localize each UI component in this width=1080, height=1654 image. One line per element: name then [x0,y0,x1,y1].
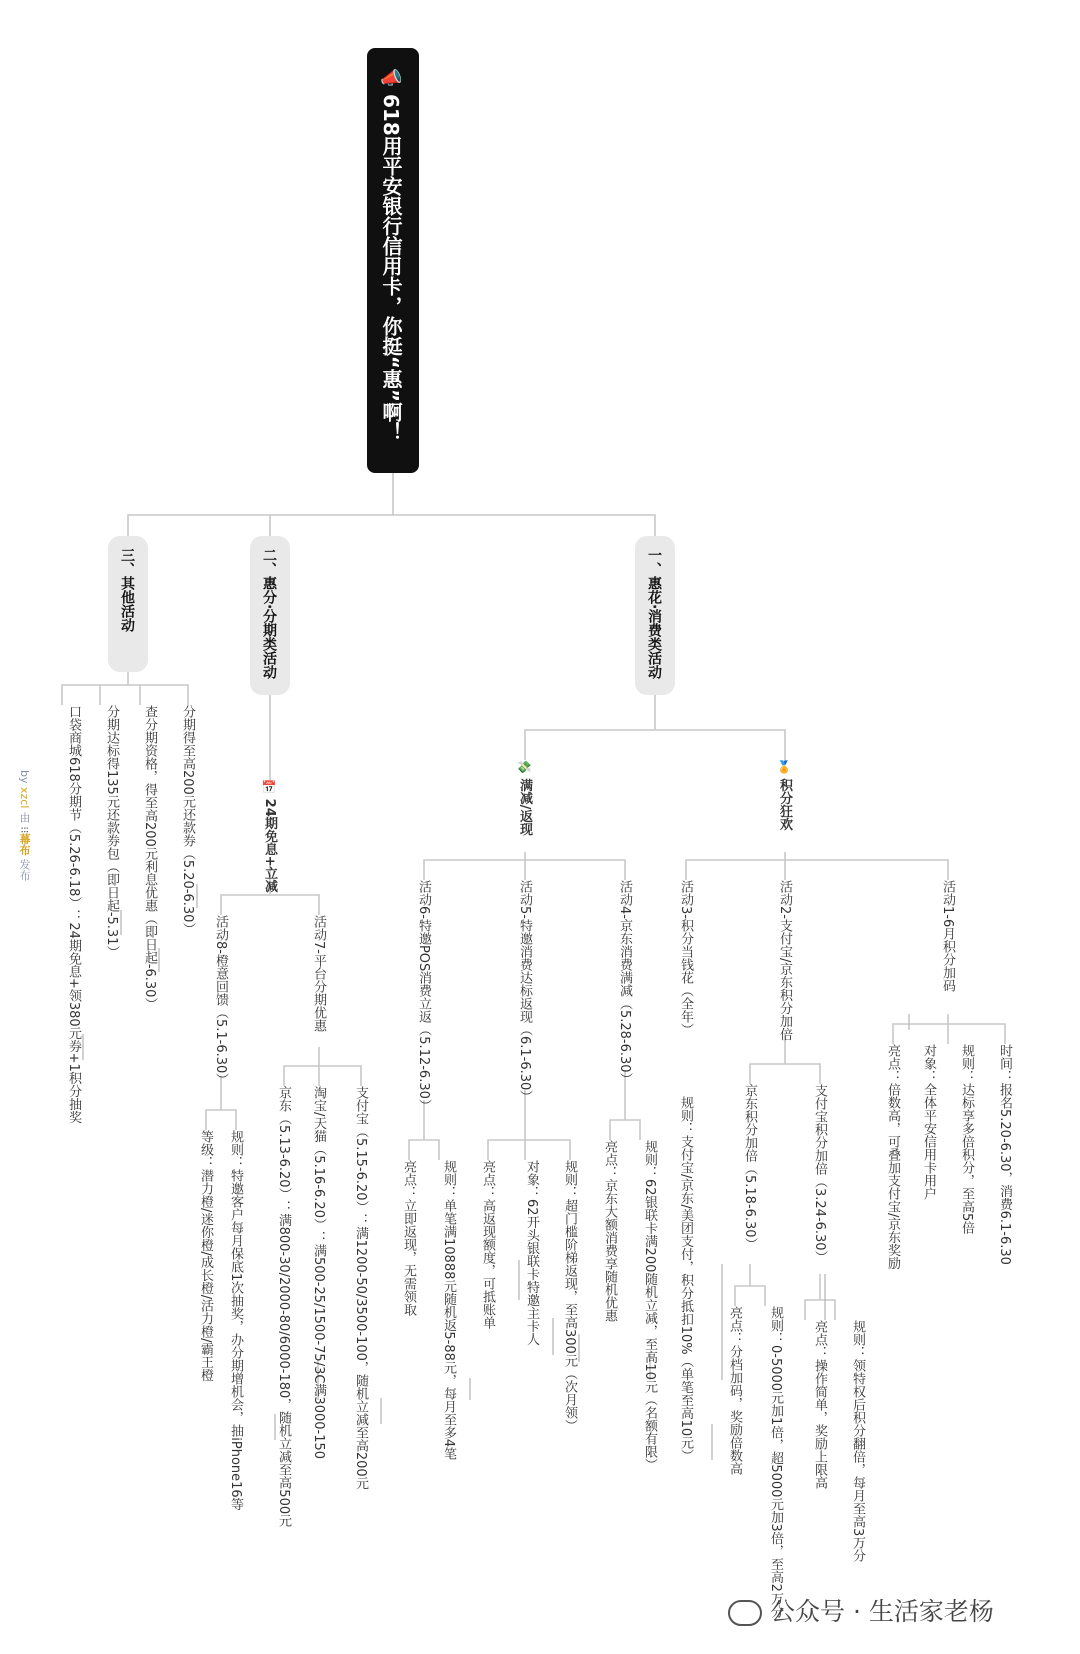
other-item[interactable]: 分期达标得135元还款券包（即日起-5.31） [104,705,119,959]
activity-8-rule: 规则：特邀客户每月保底1次抽奖，办分期增机会，抽iPhone16等 [228,1130,243,1511]
other-item[interactable]: 口袋商城618分期节（5.26-6.18）：24期免息+领380元券+1积分抽奖 [66,705,81,1124]
activity-1-rule: 规则：达标享多倍积分，至高5倍 [959,1044,974,1235]
activity-3-label[interactable]: 活动3-积分当钱花（全年） [678,880,693,1036]
activity-6-rule: 规则：单笔满10888元随机返5-88元，每月至多4笔 [441,1160,456,1461]
activity-7-label[interactable]: 活动7-平台分期优惠 [311,915,326,1032]
medal-icon: 🏅 [777,760,791,775]
activity-7-jd: 京东（5.13-6.20）：满800-30/2000-80/6000-180，随机立减至高500元 [276,1086,291,1528]
section-2-label: 二、惠分·分期类活动 [261,548,277,680]
activity-8-label[interactable]: 活动8-橙意回馈（5.1-6.30） [213,915,228,1087]
section-1-label: 一、惠花·消费类活动 [646,548,662,680]
activity-4-rule: 规则：62银联卡满200随机立减，至高10元（名额有限） [642,1140,657,1471]
activity-3-rule: 规则：支付宝/京东/美团支付，积分抵扣10%（单笔至高10元） [678,1096,693,1463]
root-node[interactable] [367,48,419,473]
calendar-icon: 📅 [262,780,276,795]
alipay-points-label[interactable]: 支付宝积分加倍（3.24-6.30） [812,1084,827,1264]
jd-points-label[interactable]: 京东积分加倍（5.18-6.30） [742,1084,757,1251]
activity-2-label[interactable]: 活动2-支付宝/京东积分加倍 [777,880,792,1041]
section-3-node[interactable] [108,536,148,672]
activity-4-label[interactable]: 活动4-京东消费满减（5.28-6.30） [617,880,632,1086]
activity-5-highlight: 亮点：高返现额度，可抵账单 [480,1160,495,1329]
activity-6-label[interactable]: 活动6-特邀POS消费立返（5.12-6.30） [416,880,431,1112]
activity-1-label[interactable]: 活动1-6月积分加码 [940,880,955,993]
footer-account: 公众号 · 生活家老杨 [728,1592,994,1628]
activity-1-highlight: 亮点：倍数高，可叠加支付宝/京东奖励 [885,1044,900,1270]
section-3-label: 三、其他活动 [119,548,135,632]
group-installment[interactable]: 📅24期免息+立减 [262,780,277,893]
jd-points-highlight: 亮点：分档加码，奖励倍数高 [727,1306,742,1475]
wechat-icon [728,1600,762,1626]
other-item[interactable]: 查分期资格，得至高200元利息优惠（即日起-6.30） [142,705,157,1011]
activity-5-target: 对象：62开头银联卡特邀主卡人 [524,1160,539,1346]
activity-8-level: 等级：潜力橙/迷你橙/成长橙/活力橙/霸王橙 [198,1130,213,1382]
activity-6-highlight: 亮点：立即返现，无需领取 [401,1160,416,1316]
megaphone-icon: 📣 [381,68,402,90]
money-icon: 💸 [517,760,531,775]
activity-7-alipay: 支付宝（5.15-6.20）：满1200-50/3500-100，随机立减至高200元 [353,1086,368,1490]
section-2-node[interactable] [250,536,290,695]
alipay-points-rule: 规则：领特权后积分翻倍，每月至高3万分 [850,1320,865,1563]
grid-icon: ⁝⁝ [18,826,31,834]
group-cashback[interactable]: 💸满减/返现 [517,760,532,836]
activity-5-rule: 规则：超门槛阶梯返现，至高300元（次月领） [562,1160,577,1432]
activity-5-label[interactable]: 活动5-特邀消费达标返现（6.1-6.30） [517,880,532,1104]
watermark: by xzcl 由 ⁝⁝幕布 发布 [18,770,31,881]
other-item[interactable]: 分期得至高200元还款券（5.20-6.30） [180,705,195,936]
root-title: 📣618用平安银行信用卡，你挺“惠”啊！ [379,68,403,443]
activity-4-highlight: 亮点：京东大额消费享随机优惠 [602,1140,617,1322]
jd-points-rule: 规则：0-5000元加1倍，超5000元加3倍，至高2万分 [768,1306,783,1618]
activity-1-time: 时间：报名5.20-6.30，消费6.1-6.30 [997,1044,1012,1265]
section-1-node[interactable] [635,536,675,695]
group-points[interactable]: 🏅积分狂欢 [777,760,792,831]
activity-7-taobao: 淘宝/天猫（5.16-6.20）：满500-25/1500-75/3C满3000-150 [311,1086,326,1460]
alipay-points-highlight: 亮点：操作简单，奖励上限高 [812,1320,827,1489]
activity-1-target: 对象：全体平安信用卡用户 [921,1044,936,1200]
